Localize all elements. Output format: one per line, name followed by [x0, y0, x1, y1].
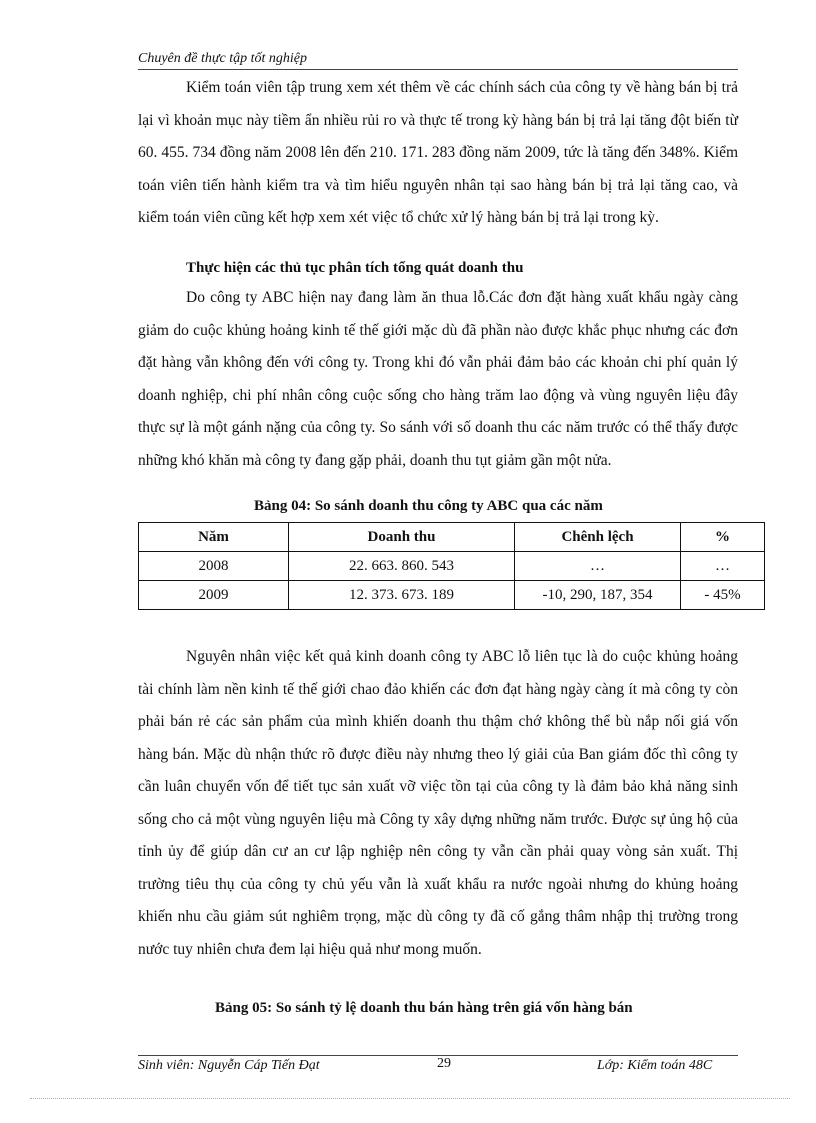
header-revenue: Doanh thu — [289, 523, 515, 552]
cell-percent: - 45% — [681, 581, 765, 610]
paragraph-loss-causes: Nguyên nhân việc kết quả kinh doanh công ty ABC lỗ liên tục là do cuộc khủng hoảng tài chính làm nền kinh tế thế giới chao đảo khiến các đơn đạt hàng ngày càng ít mà công ty còn phải bán rẻ các sản phẩm của mình khiến doanh thu thậm chớ không thể bù nắp nối giá vốn hàng bán. Mặc dù nhận thức rõ được điều này nhưng theo lý giải của Ban giám đốc thì công ty cần luân chuyển vốn để tiết tục sản xuất vỡ việc tồn tại của công ty là đảm bảo khả năng sinh sống cho cả một vùng nguyên liệu mà Công ty xây dựng những năm trước. Được sự ủng hộ của tỉnh ủy để giúp dân cư an cư lập nghiệp nên công ty vẫn cần phải quay vòng sản xuất. Thị trường tiêu thụ của công ty chủ yếu vẫn là xuất khẩu ra nước ngoài nhưng do khủng hoảng khiến nhu cầu giảm sút nghiêm trọng, mặc dù công ty đã cố gắng thâm nhập thị trường trong nước tuy nhiên chưa đem lại hiệu quả như mong muốn. — [138, 648, 738, 958]
header-percent: % — [681, 523, 765, 552]
paragraph-returned-goods: Kiểm toán viên tập trung xem xét thêm về các chính sách của công ty về hàng bán bị trả lại vì khoản mục này tiềm ẩn nhiều rủi ro và thực tế trong kỳ hàng bán bị trả lại tăng đột biến từ 60. 455. 734 đồng năm 2008 lên đến 210. 171. 283 đồng năm 2009, tức là tăng đến 348%. Kiểm toán viên tiến hành kiểm tra và tìm hiểu nguyên nhân tại sao hàng bán bị trả lại tăng cao, và kiểm toán viên cũng kết hợp xem xét việc tổ chức xử lý hàng bán bị trả lại trong kỳ. — [138, 79, 738, 226]
table-04-caption: Bảng 04: So sánh doanh thu công ty ABC qua các năm — [254, 498, 603, 514]
paragraph-revenue-decline: Do công ty ABC hiện nay đang làm ăn thua lỗ.Các đơn đặt hàng xuất khẩu ngày càng giảm do cuộc khủng hoảng kinh tế thế giới mặc dù đã phần nào được khắc phục nhưng các đơn đặt hàng vẫn không đến với công ty. Trong khi đó vẫn phải đảm bảo các khoản chi phí quản lý doanh nghiệp, chi phí nhân công cuộc sống cho hàng trăm lao động và vùng nguyên liệu đây thực sự là một gánh nặng của công ty. So sánh với số doanh thu các năm trước có thể thấy được những khó khăn mà công ty đang gặp phải, doanh thu tụt giảm gần một nửa. — [138, 289, 738, 469]
cell-revenue: 12. 373. 673. 189 — [289, 581, 515, 610]
cell-percent: … — [681, 552, 765, 581]
paragraph-block-1 — [138, 72, 738, 235]
revenue-comparison-table — [138, 522, 765, 610]
footer-student: Sinh viên: Nguyễn Cáp Tiến Đạt — [138, 1058, 320, 1073]
table-row — [139, 552, 765, 581]
cell-year: 2009 — [139, 581, 289, 610]
cell-year: 2008 — [139, 552, 289, 581]
page-header: Chuyên đề thực tập tốt nghiệp — [138, 50, 738, 70]
paragraph-block-3 — [138, 641, 738, 966]
header-year: Năm — [139, 523, 289, 552]
cell-difference: … — [515, 552, 681, 581]
paragraph-block-2 — [138, 282, 738, 477]
footer-class: Lớp: Kiểm toán 48C — [597, 1058, 713, 1073]
page-bottom-dotted-line — [30, 1098, 790, 1099]
table-header-row — [139, 523, 765, 552]
cell-difference: -10, 290, 187, 354 — [515, 581, 681, 610]
table-row — [139, 581, 765, 610]
page-number: 29 — [437, 1056, 451, 1071]
heading-analysis: Thực hiện các thủ tục phân tích tổng quát doanh thu — [186, 260, 524, 276]
header-difference: Chênh lệch — [515, 523, 681, 552]
cell-revenue: 22. 663. 860. 543 — [289, 552, 515, 581]
table-05-caption: Bảng 05: So sánh tỷ lệ doanh thu bán hàng trên giá vốn hàng bán — [215, 1000, 633, 1016]
